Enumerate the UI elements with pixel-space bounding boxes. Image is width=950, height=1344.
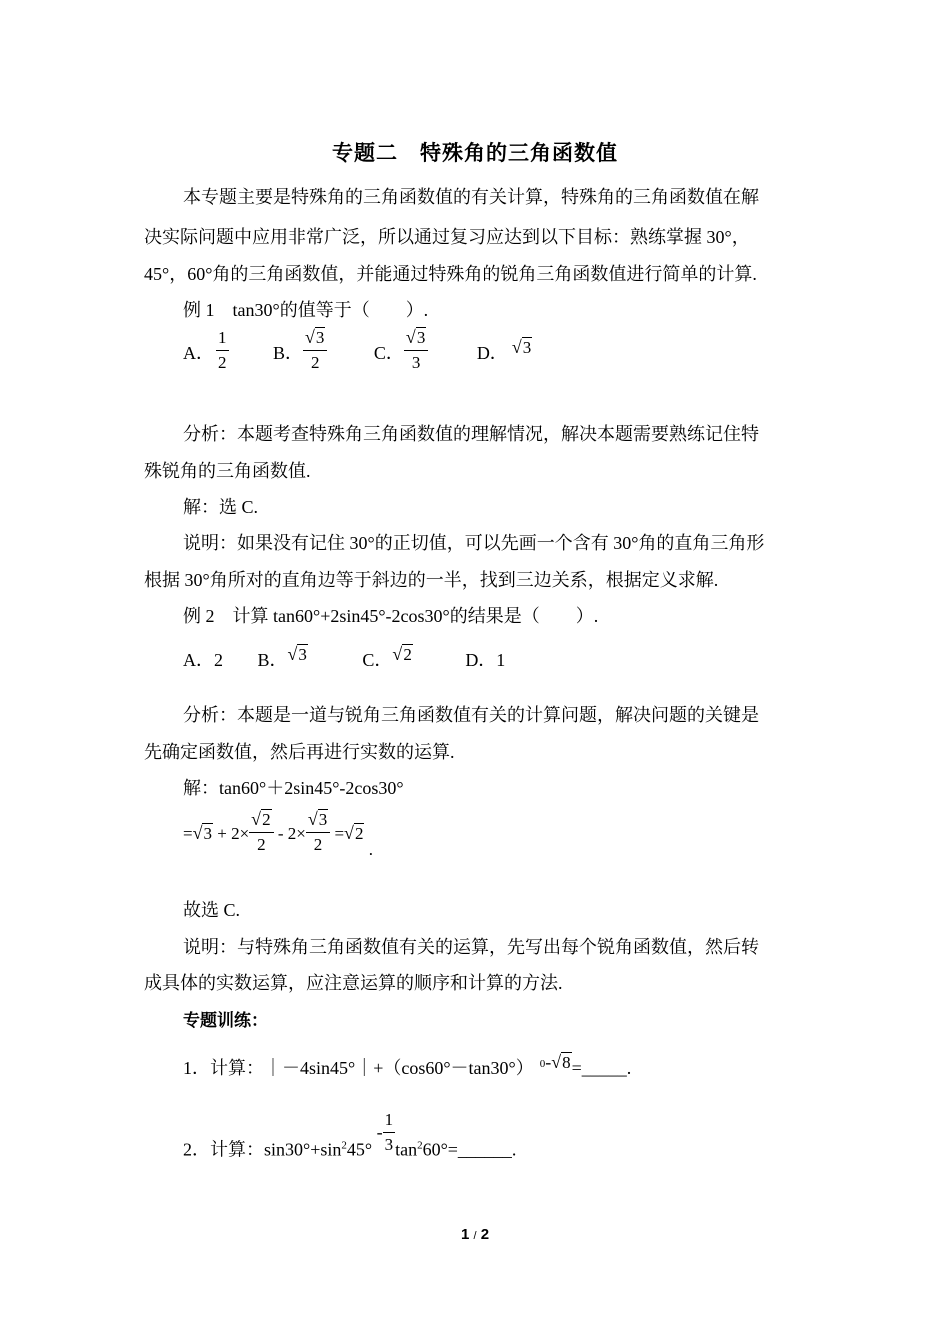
option-a-fraction bbox=[216, 327, 229, 374]
fraction-sqrt2-over-2: $\frac{√2}{2}$ bbox=[249, 808, 273, 856]
question-text: 2．计算：sin30°+sin bbox=[183, 1139, 342, 1160]
fraction-numerator: 1 bbox=[384, 1110, 394, 1129]
example1-options bbox=[183, 327, 532, 374]
fraction-denominator: 2 bbox=[218, 352, 227, 372]
fraction-one-third bbox=[383, 1109, 396, 1156]
radicand: 2 bbox=[354, 823, 364, 843]
example1-analysis-1: 分析：本题考查特殊角三角函数值的理解情况，解决本题需要熟练记住特 bbox=[183, 424, 759, 444]
exponent: 0 bbox=[539, 1058, 546, 1070]
radical-2: √2 bbox=[344, 822, 364, 843]
radicand: 3 bbox=[203, 823, 212, 843]
example2-analysis-2: 先确定函数值，然后再进行实数的运算. bbox=[144, 742, 455, 762]
page-number bbox=[0, 1226, 950, 1243]
radicand: 3 bbox=[298, 645, 307, 664]
fraction-sqrt3-over-2: $\frac{√3}{2}$ bbox=[306, 808, 330, 856]
equals-sign: = bbox=[334, 823, 345, 843]
training-heading: 专题训练： bbox=[183, 1011, 268, 1031]
option-b-label: B． bbox=[257, 650, 288, 670]
example1-analysis-2: 殊锐角的三角函数值. bbox=[144, 461, 311, 481]
tan-label: tan bbox=[395, 1139, 418, 1160]
option-c-fraction: $\frac{√3}{3}$ bbox=[404, 326, 428, 374]
intro-line-1: 本专题主要是特殊角的三角函数值的有关计算，特殊角的三角函数值在解 bbox=[183, 187, 759, 207]
fraction-numerator: 1 bbox=[218, 327, 227, 347]
example2-note-1: 说明：与特殊角三角函数值有关的运算，先写出每个锐角函数值，然后转 bbox=[183, 937, 759, 957]
example2-equation bbox=[183, 809, 373, 859]
option-d-label: D． bbox=[476, 343, 508, 364]
minus-sign: - bbox=[376, 1121, 383, 1142]
angle: 45° bbox=[346, 1139, 373, 1160]
option-a-label: A． bbox=[183, 343, 214, 364]
option-d-radical: √3 bbox=[511, 337, 532, 358]
option-c-label: C． bbox=[362, 650, 393, 670]
exponent: 2 bbox=[417, 1139, 423, 1152]
example2-note-2: 成具体的实数运算，应注意运算的顺序和计算的方法. bbox=[144, 973, 563, 993]
example2-analysis-1: 分析：本题是一道与锐角三角函数值有关的计算问题，解决问题的关键是 bbox=[183, 705, 759, 725]
intro-line-2: 决实际问题中应用非常广泛，所以通过复习应达到以下目标：熟练掌握 30°， bbox=[144, 227, 750, 247]
current-page: 1 bbox=[460, 1226, 470, 1243]
option-c-label: C． bbox=[373, 343, 404, 364]
total-pages: 2 bbox=[480, 1226, 490, 1243]
page-title: 专题二 特殊角的三角函数值 bbox=[332, 141, 618, 165]
radicand: 2 bbox=[262, 810, 271, 829]
minus-sign: - bbox=[545, 1052, 552, 1072]
example1-answer: 解：选 C. bbox=[183, 497, 259, 517]
training-question-2 bbox=[183, 1110, 517, 1170]
radicand: 3 bbox=[318, 810, 328, 829]
option-d: D．1 bbox=[465, 650, 506, 670]
exponent: 2 bbox=[341, 1139, 347, 1152]
answer-blank: 60°=______. bbox=[422, 1139, 517, 1160]
page-separator: / bbox=[473, 1230, 477, 1242]
fraction-denominator: 3 bbox=[384, 1135, 394, 1154]
period: . bbox=[368, 839, 373, 859]
example2-conclusion: 故选 C. bbox=[183, 900, 241, 920]
option-b-radical: √3 bbox=[287, 644, 307, 664]
answer-blank: =_____. bbox=[571, 1058, 632, 1078]
radicand: 8 bbox=[562, 1053, 571, 1072]
radical-3: √3 bbox=[192, 822, 212, 843]
radicand: 3 bbox=[522, 338, 532, 358]
option-b-label: B． bbox=[273, 343, 304, 364]
question-text: 1．计算：｜－4sin45°｜+（cos60°－tan30°） bbox=[183, 1058, 534, 1078]
plus-term: + 2× bbox=[217, 823, 250, 843]
fraction-denominator: 2 bbox=[257, 835, 266, 854]
intro-line-3: 45°，60°角的三角函数值，并能通过特殊角的锐角三角函数值进行简单的计算. bbox=[144, 264, 757, 284]
radical-8: √8 bbox=[551, 1052, 571, 1072]
option-a: A．2 bbox=[183, 650, 223, 670]
example1-question: 例 1 tan30°的值等于（ ）. bbox=[183, 300, 429, 320]
equals-sign: = bbox=[183, 823, 193, 843]
minus-term: - 2× bbox=[277, 823, 306, 843]
example2-solution: 解：tan60°＋2sin45°-2cos30° bbox=[183, 778, 404, 798]
example2-question: 例 2 计算 tan60°+2sin45°-2cos30°的结果是（ ）. bbox=[183, 606, 599, 626]
example1-note-1: 说明：如果没有记住 30°的正切值，可以先画一个含有 30°角的直角三角形 bbox=[183, 533, 765, 553]
option-b-fraction: $\frac{√3}{2}$ bbox=[303, 326, 327, 374]
option-c-radical: √2 bbox=[392, 644, 412, 664]
example1-note-2: 根据 30°角所对的直角边等于斜边的一半，找到三边关系，根据定义求解. bbox=[144, 570, 719, 590]
fraction-denominator: 2 bbox=[310, 353, 320, 372]
training-question-1 bbox=[183, 1052, 631, 1081]
radicand: 3 bbox=[416, 328, 426, 347]
fraction-denominator: 2 bbox=[313, 835, 323, 854]
radicand: 2 bbox=[403, 645, 412, 664]
fraction-denominator: 3 bbox=[411, 353, 421, 372]
example2-options bbox=[183, 644, 506, 673]
radicand: 3 bbox=[315, 328, 325, 347]
